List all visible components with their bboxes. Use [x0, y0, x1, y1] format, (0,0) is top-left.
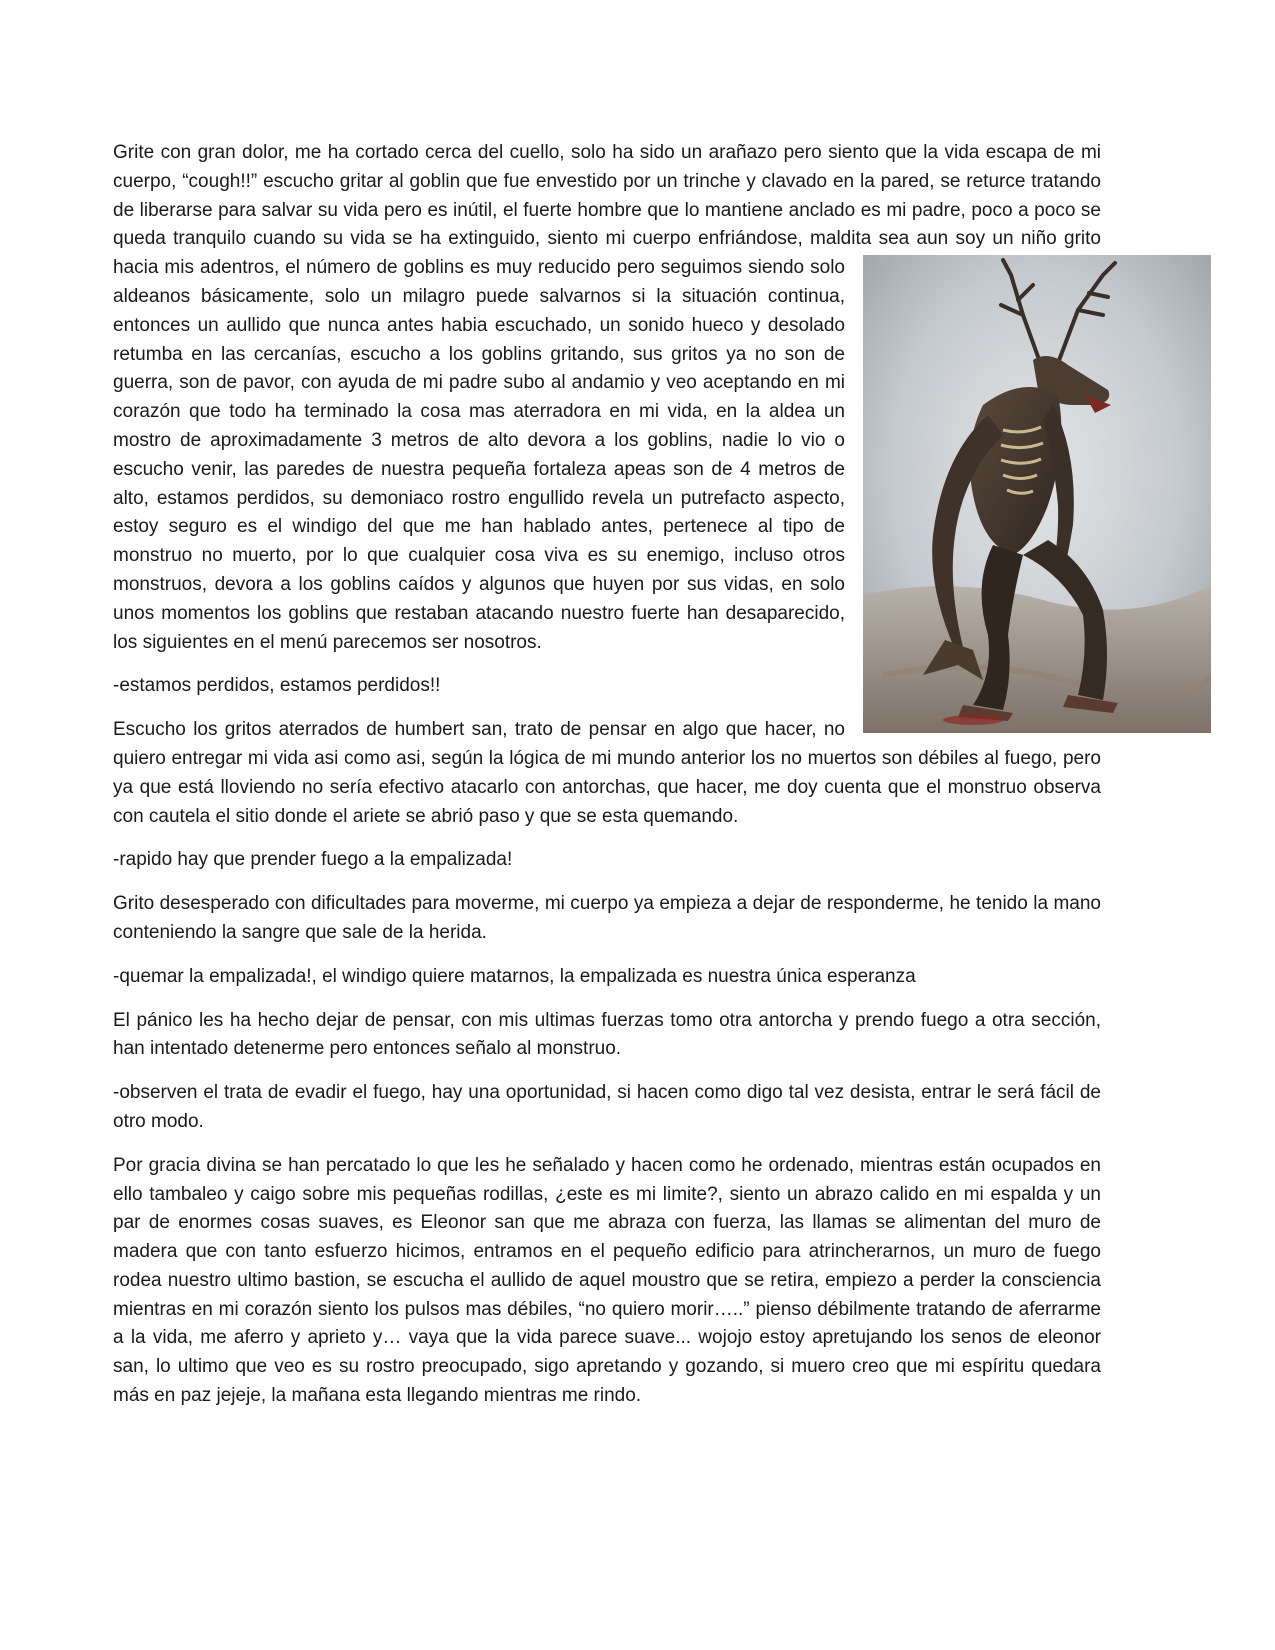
paragraph-4: -rapido hay que prender fuego a la empalizada! — [113, 849, 513, 871]
document-page — [113, 139, 1101, 1426]
windigo-illustration-drawing — [863, 255, 1211, 733]
windigo-illustration — [863, 255, 1211, 733]
paragraph-1-lead: Grite con gran dolor, me ha cortado cerca del cuello, solo ha sido un arañazo pero siento que la vida escapa de mi cuerpo, “cough!!” escucho gritar al goblin que fue envestido por un trinche y clavado en la pared, se returce tratando de liberarse para salvar su vida pero es inútil, el fuerte hombre que lo mantiene anclado es mi padre, poco a poco se queda tranquilo cuando su vida se ha extinguido, siento mi cuerpo enfriándose, maldita sea aun soy un niño grito hacia mis adentros, el número de — [113, 142, 1101, 279]
paragraph-3: Escucho los gritos aterrados de humbert san, trato de pensar en algo que hacer, no quiero entregar mi vida asi como asi, según la lógica de mi mundo anterior los no muertos son débiles al fuego, pero ya que está lloviendo no sería efectivo atacarlo con antorchas, que hacer, me doy cuenta que el monstruo observa con cautela el sitio donde el ariete se abrió paso y que se esta quemando. — [113, 719, 1101, 827]
paragraph-5: Grito desesperado con dificultades para moverme, mi cuerpo ya empieza a dejar de responderme, he tenido la mano conteniendo la sangre que sale de la herida. — [113, 893, 1101, 943]
paragraph-8: -observen el trata de evadir el fuego, hay una oportunidad, si hacen como digo tal vez desista, entrar le será fácil de otro modo. — [113, 1082, 1101, 1132]
paragraph-9: Por gracia divina se han percatado lo que les he señalado y hacen como he ordenado, mientras están ocupados en ello tambaleo y caigo sobre mis pequeñas rodillas, ¿este es mi limite?, siento un abrazo calido en mi espalda y un par de enormes cosas suaves, es Eleonor san que me abraza con fuerza, las llamas se alimentan del muro de madera que con tanto esfuerzo hicimos, entramos en el pequeño edificio para atrincherarnos, un muro de fuego rodea nuestro ultimo bastion, se escucha el aullido de aquel moustro que se retira, empiezo a perder la consciencia mientras en mi corazón siento los pulsos mas débiles, “no quiero morir…..” pienso débilmente tratando de aferrarme a la vida, me aferro y aprieto y… vaya que la vida parece suave... wojojo estoy apretujando los senos de eleonor san, lo ultimo que veo es su rostro preocupado, sigo apretando y gozando, si muero creo que mi espíritu quedara más en paz jejeje, la mañana esta llegando mientras me rindo. — [113, 1154, 1101, 1407]
paragraph-6: -quemar la empalizada!, el windigo quiere matarnos, la empalizada es nuestra única esperanza — [113, 965, 916, 987]
paragraph-7: El pánico les ha hecho dejar de pensar, con mis ultimas fuerzas tomo otra antorcha y prendo fuego a otra sección, han intentado detenerme pero entonces señalo al monstruo. — [113, 1009, 1101, 1060]
paragraph-1 — [113, 139, 1101, 657]
paragraph-1-rest: goblins es muy reducido pero seguimos siendo solo aldeanos básicamente, solo un milagro puede salvarnos si la situación continua, entonces un aullido que nunca antes habia escuchado, un sonido hueco y desolado retumba en las cercanías, escucho a los goblins gritando, sus gritos ya no son de guerra, son de pavor, con ayuda de mi padre subo al andamio y veo aceptando en mi corazón que todo ha terminado la cosa mas aterradora en mi vida, en la aldea un mostro de aproximadamente 3 metros de alto devora a los goblins, nadie lo vio o escucho venir, las paredes de nuestra pequeña fortaleza apeas son de 4 metros de alto, estamos perdidos, su demoniaco rostro engullido revela un putrefacto aspecto, estoy seguro es el windigo del que me han hablado antes, pertenece al tipo de monstruo no muerto, por lo que cualquier cosa viva es su enemigo, incluso otros monstruos, devora a los goblins caídos y algunos que huyen por sus vidas, en solo unos momentos los goblins que restaban atacando nuestro fuerte han desaparecido, los siguientes en el menú parecemos ser nosotros. — [113, 257, 845, 653]
paragraph-2: -estamos perdidos, estamos perdidos!! — [113, 675, 441, 697]
